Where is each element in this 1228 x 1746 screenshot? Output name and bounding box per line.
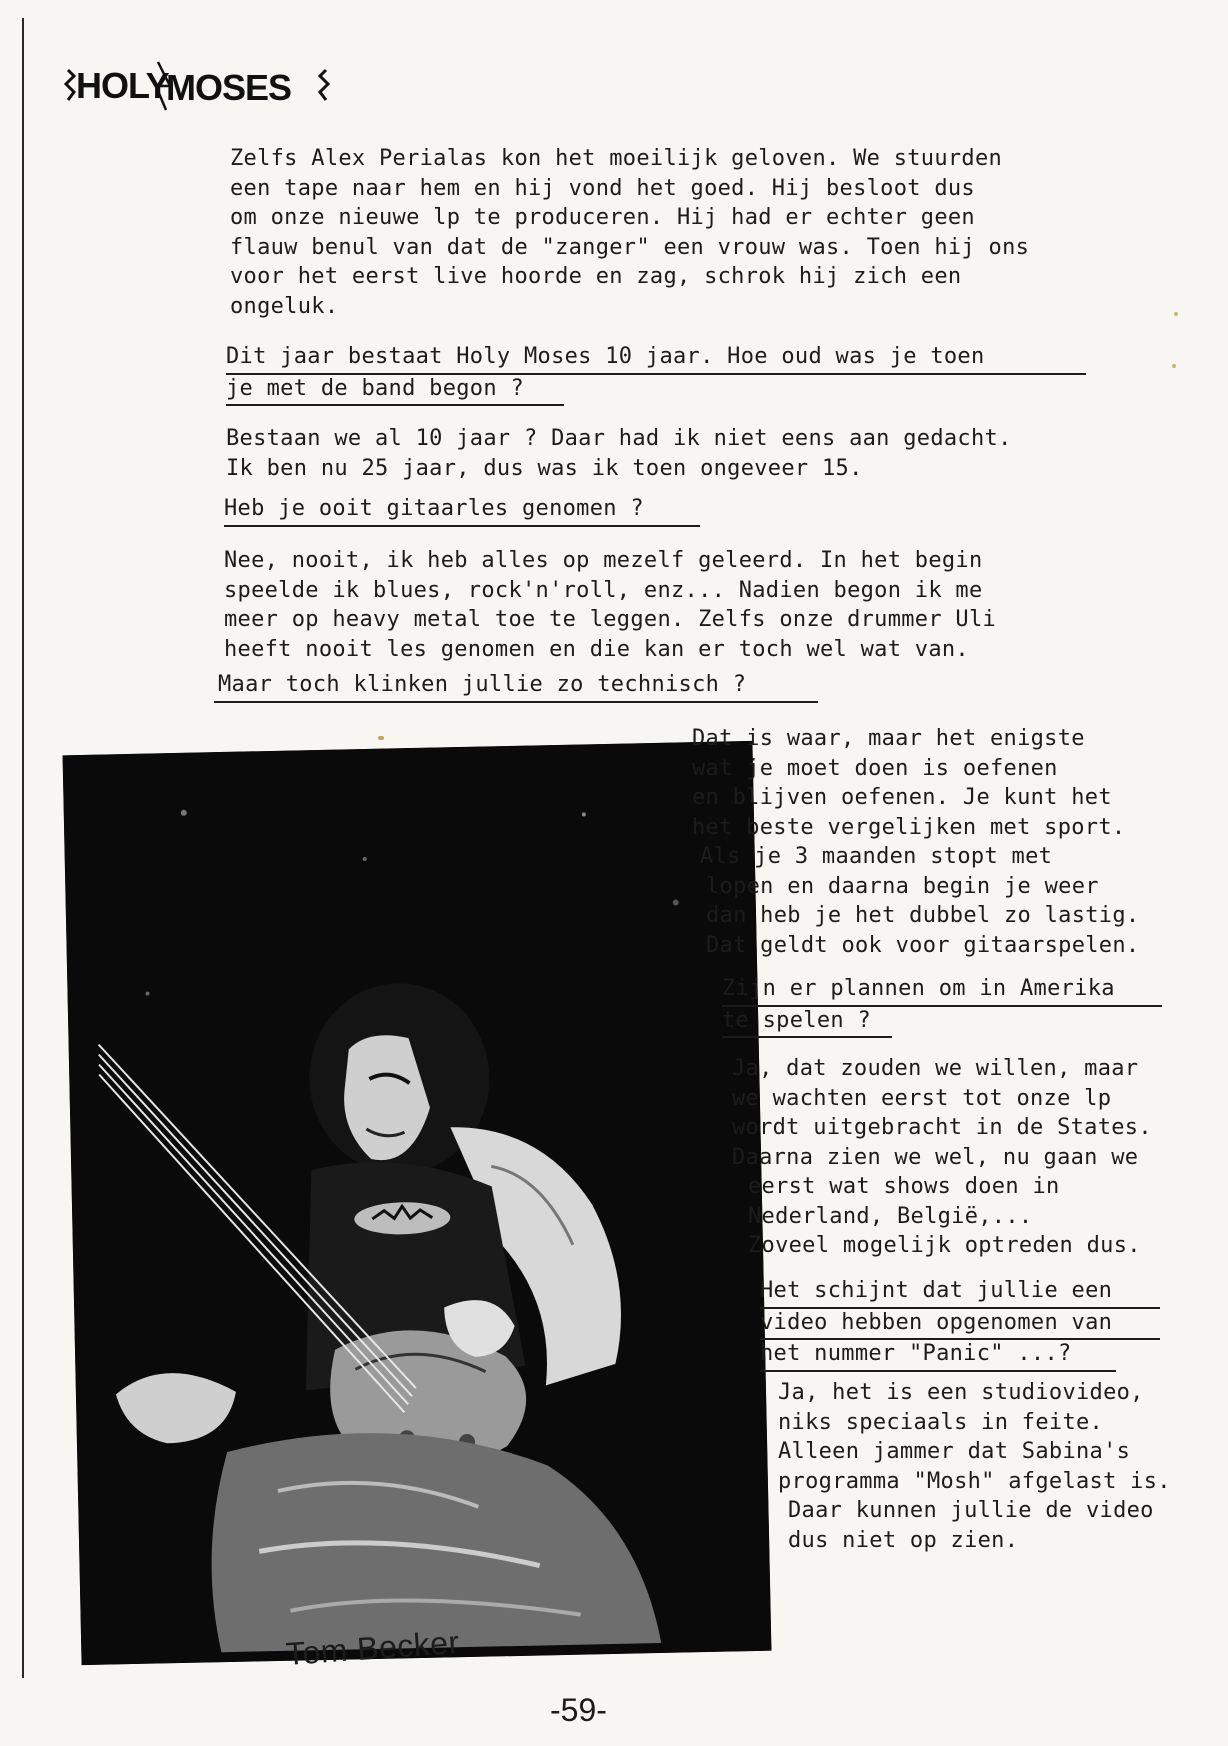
- text-line: eerst wat shows doen in: [748, 1174, 1060, 1199]
- text-line: lopen en daarna begin je weer: [706, 873, 1099, 899]
- text-line: Dat is waar, maar het enigste: [692, 726, 1085, 751]
- svg-text:MOSES: MOSES: [166, 67, 292, 108]
- question-line: Heb je ooit gitaarles genomen ?: [224, 494, 700, 527]
- answer-technical: [692, 724, 1139, 960]
- text-line: we wachten eerst tot onze lp: [732, 1085, 1112, 1111]
- text-line: heeft nooit les genomen en die kan er toch wel wat van.: [224, 636, 969, 662]
- question-line: Maar toch klinken jullie zo technisch ?: [214, 670, 818, 703]
- text-line: Bestaan we al 10 jaar ? Daar had ik niet eens aan gedacht.: [226, 426, 1012, 451]
- text-line: Zoveel mogelijk optreden dus.: [748, 1233, 1141, 1258]
- question-line: video hebben opgenomen van: [760, 1308, 1160, 1341]
- text-line: voor het eerst live hoorde en zag, schrok hij zich een: [230, 264, 962, 289]
- page-number: -59-: [550, 1692, 607, 1728]
- text-line: programma "Mosh" afgelast is.: [778, 1468, 1171, 1494]
- text-line: Alleen jammer dat Sabina's: [778, 1439, 1131, 1464]
- answer-video: [778, 1378, 1171, 1555]
- question-line: Zijn er plannen om in Amerika: [722, 974, 1162, 1007]
- question-america: [722, 974, 1162, 1038]
- question-line: je met de band begon ?: [226, 374, 564, 407]
- text-line: Zelfs Alex Perialas kon het moeilijk geloven. We stuurden: [230, 146, 1003, 171]
- text-line: niks speciaals in feite.: [778, 1409, 1104, 1435]
- answer-guitar-lessons: [224, 546, 996, 664]
- text-line: een tape naar hem en hij vond het goed. Hij besloot dus: [230, 175, 975, 201]
- answer-age: [226, 424, 1012, 483]
- print-speck: [1172, 364, 1176, 368]
- text-line: meer op heavy metal toe te leggen. Zelfs onze drummer Uli: [224, 607, 997, 632]
- print-speck: [378, 736, 384, 740]
- text-line: Nederland, België,...: [748, 1203, 1033, 1229]
- print-speck: [1174, 312, 1178, 316]
- text-line: wordt uitgebracht in de States.: [732, 1115, 1152, 1140]
- text-line: Nee, nooit, ik heb alles op mezelf geleerd. In het begin: [224, 548, 983, 573]
- question-technical: [218, 670, 818, 703]
- text-line: Ja, dat zouden we willen, maar: [732, 1056, 1139, 1081]
- intro-paragraph: [230, 144, 1029, 321]
- text-line: Ik ben nu 25 jaar, dus was ik toen ongeveer 15.: [226, 455, 863, 481]
- svg-text:HOLY: HOLY: [76, 65, 169, 106]
- question-video: [760, 1276, 1160, 1372]
- text-line: flauw benul van dat de "zanger" een vrouw was. Toen hij ons: [230, 234, 1030, 260]
- text-line: Ja, het is een studiovideo,: [778, 1380, 1144, 1405]
- text-line: speelde ik blues, rock'n'roll, enz... Nadien begon ik me: [224, 577, 983, 603]
- answer-america: [732, 1054, 1152, 1261]
- text-line: dus niet op zien.: [788, 1527, 1019, 1553]
- text-line: ongeluk.: [230, 293, 339, 319]
- question-line: het nummer "Panic" ...?: [760, 1339, 1116, 1372]
- question-line: Dit jaar bestaat Holy Moses 10 jaar. Hoe oud was je toen: [226, 342, 1086, 375]
- text-line: het beste vergelijken met sport.: [692, 814, 1126, 840]
- text-line: om onze nieuwe lp te produceren. Hij had er echter geen: [230, 205, 975, 230]
- text-line: Dat geldt ook voor gitaarspelen.: [706, 932, 1140, 958]
- text-line: wat je moet doen is oefenen: [692, 755, 1058, 781]
- text-line: dan heb je het dubbel zo lastig.: [706, 903, 1140, 928]
- text-line: Als je 3 maanden stopt met: [700, 844, 1053, 869]
- question-age: [226, 342, 1086, 406]
- band-member-photo: [63, 741, 772, 1665]
- question-guitar-lessons: [224, 494, 700, 527]
- text-line: Daar kunnen jullie de video: [788, 1498, 1154, 1523]
- photo-caption: Tom Becker: [284, 1623, 461, 1672]
- text-line: Daarna zien we wel, nu gaan we: [732, 1144, 1139, 1170]
- band-logo: [62, 56, 332, 114]
- text-line: en blijven oefenen. Je kunt het: [692, 785, 1112, 810]
- page-margin-line: [22, 18, 24, 1678]
- question-line: Het schijnt dat jullie een: [760, 1276, 1160, 1309]
- question-line: te spelen ?: [722, 1006, 892, 1039]
